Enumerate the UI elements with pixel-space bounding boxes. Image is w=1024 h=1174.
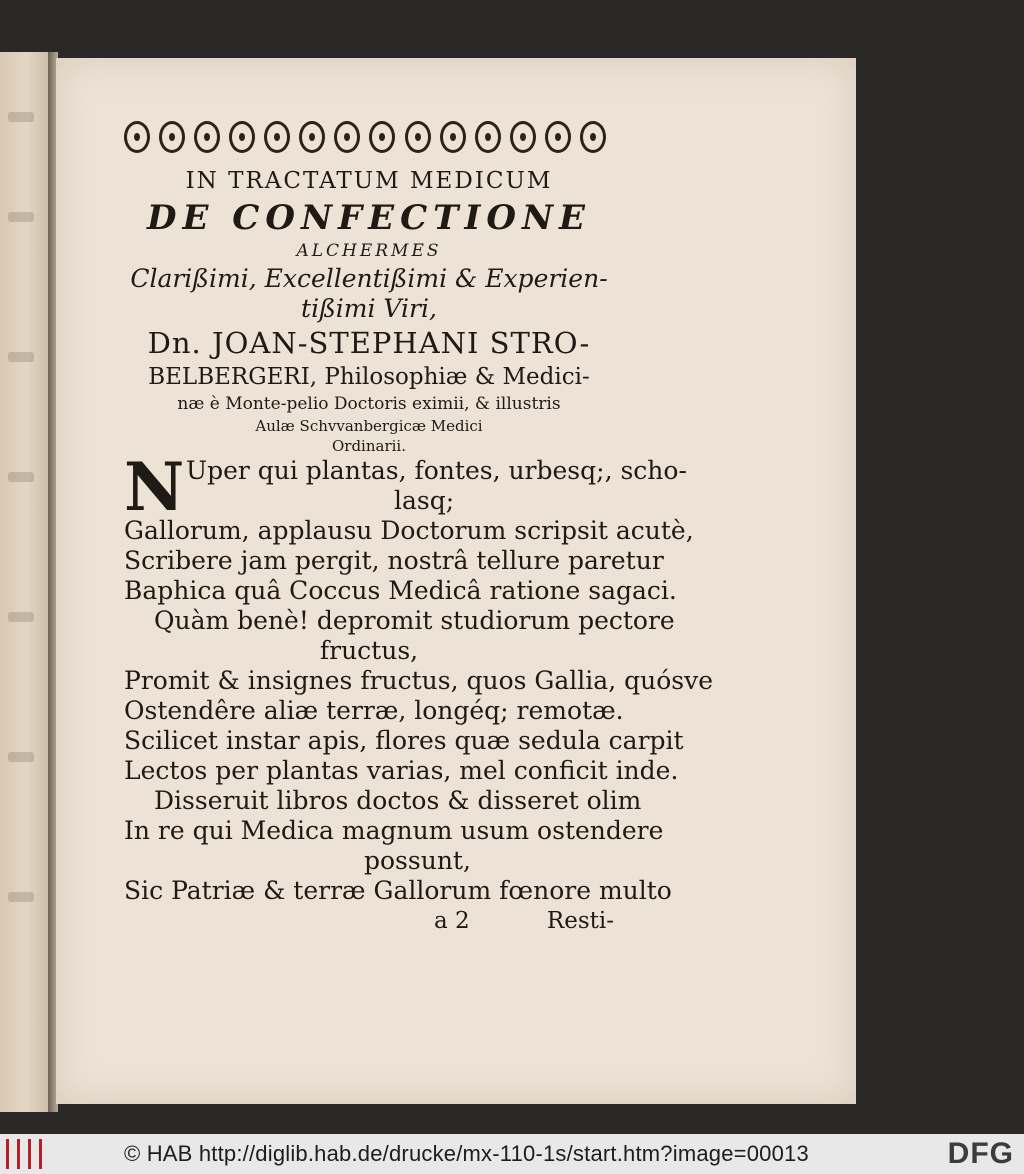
author-title-line: Aulæ Schvvanbergicæ Medici <box>255 417 483 435</box>
verse-line: fructus, <box>319 636 419 665</box>
previous-page-edge <box>0 52 49 1112</box>
verse-line: lasq; <box>394 486 455 515</box>
ornament-knot <box>545 121 571 153</box>
verse-line: Lectos per plantas varias, mel conficit inde. <box>124 756 679 785</box>
ornament-knot <box>440 121 466 153</box>
verse-line: Uper qui plantas, fontes, urbesq;, scho- <box>186 456 687 485</box>
ornament-knot <box>405 121 431 153</box>
dedication-line: Clarißimi, Excellentißimi & Experien- <box>130 264 608 293</box>
verse-line: Quàm benè! depromit studiorum pectore <box>154 606 675 635</box>
edge-mark <box>8 472 34 482</box>
ornament-knot <box>334 121 360 153</box>
edge-mark <box>8 752 34 762</box>
ornament-knot <box>159 121 185 153</box>
dedication-line: tißimi Viri, <box>301 294 437 323</box>
drop-capital: N <box>124 448 185 526</box>
ornament-knot <box>124 121 150 153</box>
verse-line: Scribere jam pergit, nostrâ tellure paretur <box>124 546 664 575</box>
edge-mark <box>8 212 34 222</box>
ornament-knot <box>229 121 255 153</box>
verse-line: possunt, <box>364 846 471 875</box>
hab-logo-icon <box>6 1139 42 1169</box>
verse-line: Ostendêre aliæ terræ, longéq; remotæ. <box>124 696 624 725</box>
ornament-knot <box>299 121 325 153</box>
author-title-line: Ordinarii. <box>331 437 406 455</box>
verse-line: Promit & insignes fructus, quos Gallia, quósve <box>124 666 713 695</box>
author-name-line: Dn. JOAN-STEPHANI STRO- <box>147 326 591 360</box>
dfg-logo: DFG <box>947 1137 1014 1170</box>
ornament-knot <box>369 121 395 153</box>
verse-line: Disseruit libros doctos & disseret olim <box>154 786 642 815</box>
page-footer-line <box>124 906 614 936</box>
title-line-2: DE CONFECTIONE <box>147 198 591 238</box>
catchword: Resti- <box>546 908 614 934</box>
edge-mark <box>8 112 34 122</box>
verse-line: Sic Patriæ & terræ Gallorum fœnore multo <box>124 876 672 905</box>
verse-line: In re qui Medica magnum usum ostendere <box>124 816 664 845</box>
edge-mark <box>8 892 34 902</box>
page-text <box>124 164 713 936</box>
verse-line: Gallorum, applausu Doctorum scripsit acutè, <box>124 516 694 545</box>
ornamental-border <box>124 116 606 158</box>
verse-line: Baphica quâ Coccus Medicâ ratione sagaci. <box>124 576 677 605</box>
opening-verse <box>124 448 687 526</box>
ornament-knot <box>264 121 290 153</box>
verse-line: Scilicet instar apis, flores quæ sedula carpit <box>124 726 684 755</box>
author-title-line: næ è Monte-pelio Doctoris eximii, & illustris <box>177 394 561 414</box>
source-url[interactable]: © HAB http://diglib.hab.de/drucke/mx-110-1s/start.htm?image=00013 <box>124 1141 809 1166</box>
viewer-footer <box>0 1134 1024 1174</box>
title-line-3: ALCHERMES <box>296 241 442 261</box>
signature-mark: a 2 <box>434 908 470 934</box>
ornament-knot <box>475 121 501 153</box>
author-title-line: BELBERGERI, Philosophiæ & Medici- <box>148 364 590 390</box>
ornament-knot <box>510 121 536 153</box>
ornament-knot <box>580 121 606 153</box>
title-line-1: IN TRACTATUM MEDICUM <box>185 168 553 194</box>
edge-mark <box>8 612 34 622</box>
ornament-knot <box>194 121 220 153</box>
edge-mark <box>8 352 34 362</box>
